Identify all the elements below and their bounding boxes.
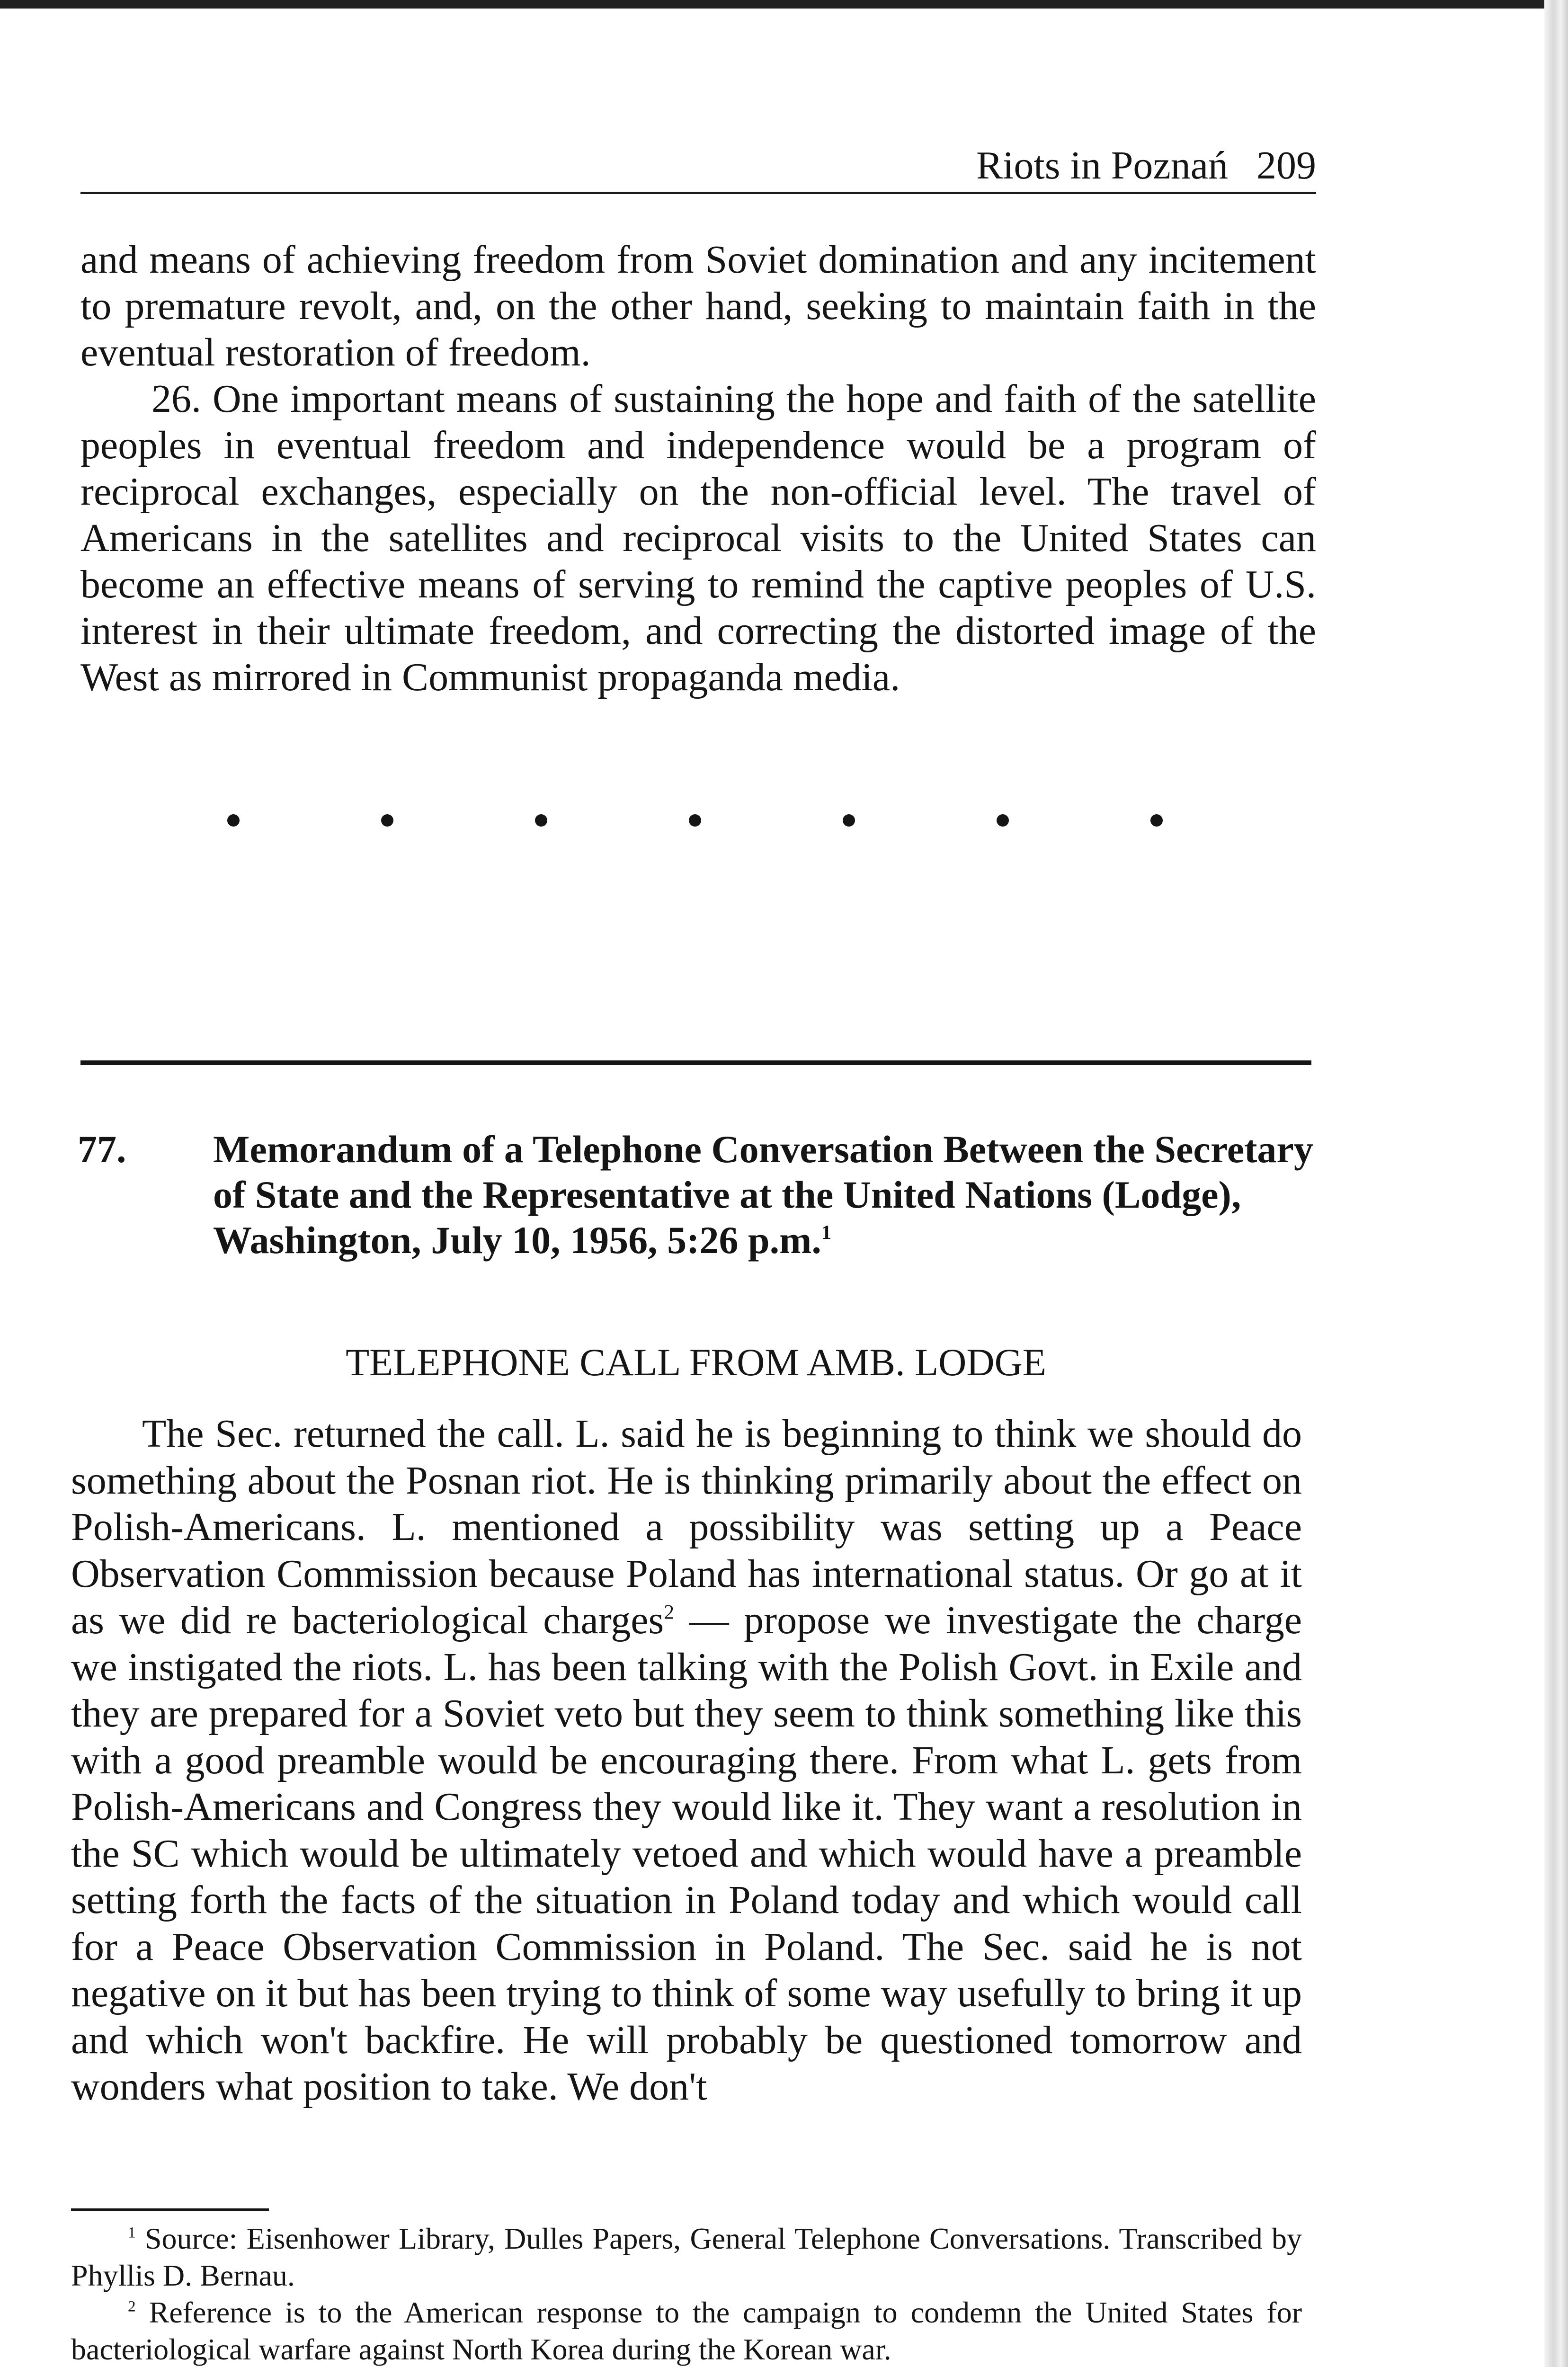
omission-dot [227, 814, 240, 827]
body-text-part1: The Sec. returned the call. L. said he is beginning to think we should do something about the Posnan riot. He is thinking primarily about the effect on Polish-Americans. L. mentioned a possibility was setting up a Peace Observation Commission because Poland has international status. Or go at it as we did re bacteriological charges [71, 1412, 1302, 1642]
omission-dot [843, 814, 855, 827]
running-head-text [976, 142, 1316, 189]
footnote-rule [71, 2208, 269, 2211]
omission-dots [71, 814, 1316, 843]
body-paragraph [71, 1411, 1302, 2110]
footnotes [71, 2220, 1302, 2367]
footnote-text: Source: Eisenhower Library, Dulles Papers, General Telephone Conversations. Transcribed by Phyllis D. Bernau. [71, 2222, 1302, 2292]
body-text-part2: — propose we investigate the charge we instigated the riots. L. has been talking with the Polish Govt. in Exile and they are prepared for a Soviet veto but they seem to think something like this with a good preamble would be encouraging there. From what L. gets from Polish-Americans and Congress they would like it. They want a resolution in the SC which would be ultimately vetoed and which would have a preamble setting forth the facts of the situation in Poland today and which would call for a Peace Observation Commission in Poland. The Sec. said he is not negative on it but has been trying to think of some way usefully to bring it up and which won't backfire. He will probably be questioned tomorrow and wonders what position to take. We don't [71, 1598, 1302, 2109]
running-head [80, 142, 1316, 194]
scan-binding-edge [1544, 0, 1568, 2367]
document-title-text: Memorandum of a Telephone Conversation Between the Secretary of State and the Representative at the United Nations (Lodge), Washington, July 10, 1956, 5:26 p.m. [213, 1128, 1313, 1262]
omission-dot [1150, 814, 1163, 827]
section-divider [80, 1060, 1311, 1065]
document-title [213, 1127, 1321, 1263]
footnote-marker: 1 [128, 2224, 136, 2242]
footnote-text: Reference is to the American response to the campaign to condemn the United States for bacteriological warfare against North Korea during the Korean war. [71, 2296, 1302, 2366]
paragraph-26: 26. One important means of sustaining the hope and faith of the satellite peoples in eventual freedom and independence would be a program of reciprocal exchanges, especially on the non-official level. The travel of Americans in the satellites and reciprocal visits to the United States can become an effective means of serving to remind the captive peoples of U.S. interest in their ultimate freedom, and correcting the distorted image of the West as mirrored in Communist propaganda media. [80, 377, 1316, 699]
footnote-marker: 2 [128, 2297, 136, 2315]
footnote-ref-2: 2 [664, 1601, 675, 1624]
memorandum-body [71, 1411, 1302, 2110]
continued-text [80, 237, 1316, 701]
running-head-title: Riots in Poznań [976, 143, 1228, 187]
document-number: 77. [78, 1128, 126, 1171]
paragraph-continued: and means of achieving freedom from Soviet domination and any incitement to premature revolt, and, on the other hand, seeking to maintain faith in the eventual restoration of freedom. [80, 238, 1316, 374]
omission-dot [997, 814, 1009, 827]
page-number: 209 [1256, 143, 1316, 187]
omission-dot [535, 814, 547, 827]
footnote-2 [71, 2294, 1302, 2367]
omission-dot [689, 814, 701, 827]
scan-top-edge [0, 0, 1568, 9]
omission-dot [381, 814, 393, 827]
footnote-ref-1: 1 [821, 1221, 832, 1244]
call-heading: TELEPHONE CALL FROM AMB. LODGE [346, 1341, 1046, 1384]
footnote-1 [71, 2220, 1302, 2294]
